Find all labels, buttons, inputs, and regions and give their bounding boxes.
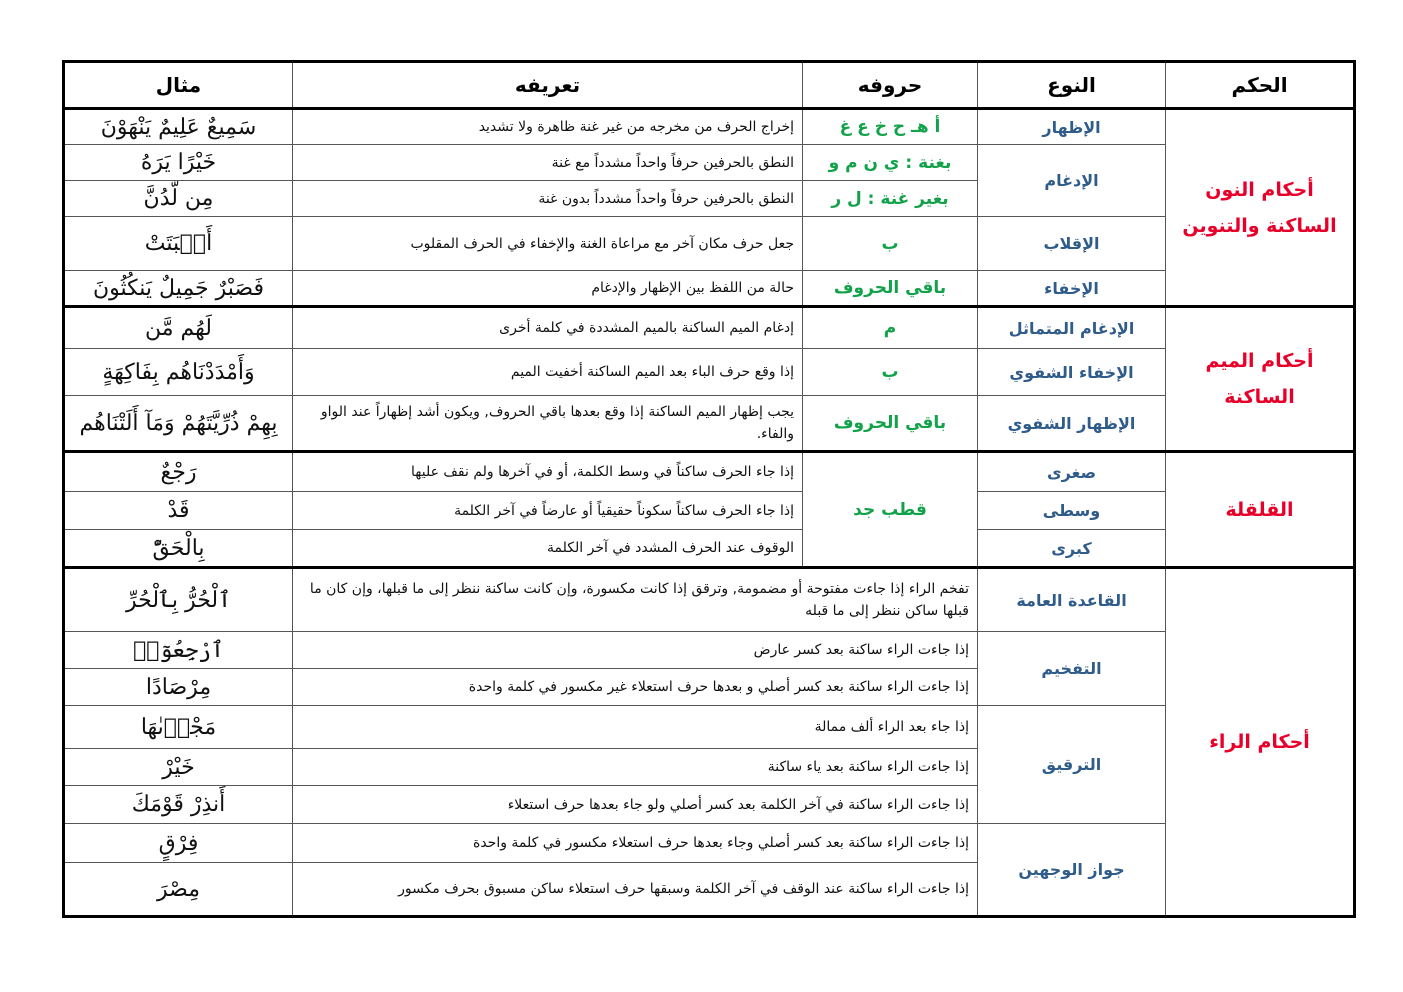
letters-meem-ikhfa: ب [803,349,978,396]
table-row [64,109,1355,145]
def-kubra: الوقوف عند الحرف المشدد في آخر الكلمة [293,530,803,568]
table-row [64,307,1355,349]
def-tafkheem-1: إذا جاءت الراء ساكنة بعد كسر عارض [293,632,978,669]
letters-qalqala: قطب جد [803,452,978,568]
example-tafkheem-2: مِرْصَادًا [64,669,293,706]
def-jawaz-1: إذا جاءت الراء ساكنة بعد كسر أصلي وجاء بعدها حرف استعلاء مكسور في كلمة واحدة [293,824,978,863]
table-row [64,271,1355,307]
type-kubra: كبرى [978,530,1166,568]
def-idgham-ghunna: النطق بالحرفين حرفاً واحداً مشدداً مع غنة [293,145,803,181]
example-tarqeeq-2: خَيْرْ [64,749,293,786]
def-tarqeeq-1: إذا جاء بعد الراء ألف ممالة [293,706,978,749]
def-meem-idgham: إدغام الميم الساكنة بالميم المشددة في كلمة أخرى [293,307,803,349]
header-rule: الحكم [1166,62,1355,109]
table-row [64,396,1355,452]
table-row [64,452,1355,492]
letters-idgham-ghunna: بغنة : ي ن م و [803,145,978,181]
def-izhar: إخراج الحرف من مخرجه من غير غنة ظاهرة ولا تشديد [293,109,803,145]
def-ikhfa: حالة من اللفظ بين الإظهار والإدغام [293,271,803,307]
type-meem-ikhfa: الإخفاء الشفوي [978,349,1166,396]
letters-izhar: أ هـ ح خ ع غ [803,109,978,145]
type-wusta: وسطى [978,492,1166,530]
table-row [64,706,1355,749]
header-type: النوع [978,62,1166,109]
example-meem-izhar: بِهِمْ ذُرِّيَّتَهُمْ وَمَآ أَلَتْنَاهُم [64,396,293,452]
table-row [64,530,1355,568]
def-iqlab: جعل حرف مكان آخر مع مراعاة الغنة والإخفاء في الحرف المقلوب [293,217,803,271]
type-izhar: الإظهار [978,109,1166,145]
rule-meem: أحكام الميم الساكنة [1166,307,1355,452]
table-row [64,824,1355,863]
example-izhar: سَمِيعٌ عَلِيمٌ يَنْهَوْنَ [64,109,293,145]
type-idgham: الإدغام [978,145,1166,217]
def-tarqeeq-3: إذا جاءت الراء ساكنة في آخر الكلمة بعد كسر أصلي ولو جاء بعدها حرف استعلاء [293,786,978,824]
header-definition: تعريفه [293,62,803,109]
table-row [64,349,1355,396]
letters-ikhfa: باقي الحروف [803,271,978,307]
letters-meem-izhar: باقي الحروف [803,396,978,452]
header-example: مثال [64,62,293,109]
example-iqlab: أَنۢبَتَتْ [64,217,293,271]
example-idgham-no-ghunna: مِن لَّدُنَّ [64,181,293,217]
type-iqlab: الإقلاب [978,217,1166,271]
def-tafkheem-2: إذا جاءت الراء ساكنة بعد كسر أصلي و بعدها حرف استعلاء غير مكسور في كلمة واحدة [293,669,978,706]
example-ikhfa: فَصَبْرٌ جَمِيلٌ يَنكُثُونَ [64,271,293,307]
example-meem-idgham: لَهُم مَّن [64,307,293,349]
def-tarqeeq-2: إذا جاءت الراء ساكنة بعد ياء ساكنة [293,749,978,786]
tajweed-table [62,60,1356,918]
def-idgham-no-ghunna: النطق بالحرفين حرفاً واحداً مشدداً بدون غنة [293,181,803,217]
example-sughra: رَجْعٌ [64,452,293,492]
rule-noon: أحكام النون الساكنة والتنوين [1166,109,1355,307]
header-row [64,62,1355,109]
def-jawaz-2: إذا جاءت الراء ساكنة عند الوقف في آخر الكلمة وسبقها حرف استعلاء ساكن مسبوق بحرف مكسور [293,863,978,917]
table-row [64,492,1355,530]
header-letters: حروفه [803,62,978,109]
def-sughra: إذا جاء الحرف ساكناً في وسط الكلمة، أو في آخرها ولم نقف عليها [293,452,803,492]
rule-qalqala: القلقلة [1166,452,1355,568]
type-meem-idgham: الإدغام المتماثل [978,307,1166,349]
example-tarqeeq-3: أَنذِرْ قَوْمَكَ [64,786,293,824]
def-meem-ikhfa: إذا وقع حرف الباء بعد الميم الساكنة أخفيت الميم [293,349,803,396]
example-kubra: بِالْحَقّْ [64,530,293,568]
type-tarqeeq: الترقيق [978,706,1166,824]
type-tafkheem: التفخيم [978,632,1166,706]
example-meem-ikhfa: وَأَمْدَدْنَاهُم بِفَاكِهَةٍ [64,349,293,396]
type-sughra: صغرى [978,452,1166,492]
example-wusta: قَدْ [64,492,293,530]
type-ikhfa: الإخفاء [978,271,1166,307]
table-row [64,568,1355,632]
def-wusta: إذا جاء الحرف ساكناً سكوناً حقيقياً أو عارضاً في آخر الكلمة [293,492,803,530]
table-row [64,632,1355,669]
letters-iqlab: ب [803,217,978,271]
example-tarqeeq-1: مَجْرٜىٰهَا [64,706,293,749]
table-row [64,217,1355,271]
type-jawaz: جواز الوجهين [978,824,1166,917]
example-jawaz-2: مِصْرَ [64,863,293,917]
def-general: تفخم الراء إذا جاءت مفتوحة أو مضمومة, وترقق إذا كانت مكسورة، وإن كانت ساكنة ننظر إلى ما قبلها، وإن كان ما قبلها ساكن ننظر إلى ما قبله [293,568,978,632]
type-general: القاعدة العامة [978,568,1166,632]
letters-idgham-no-ghunna: بغير غنة : ل ر [803,181,978,217]
table-row [64,145,1355,181]
letters-meem-idgham: م [803,307,978,349]
rule-raa: أحكام الراء [1166,568,1355,917]
type-meem-izhar: الإظهار الشفوي [978,396,1166,452]
example-tafkheem-1: ٱرْجِعُوٓا۟ [64,632,293,669]
example-jawaz-1: فِرْقٍ [64,824,293,863]
example-general: ٱلْحُرُّ بِٱلْحُرِّ [64,568,293,632]
def-meem-izhar: يجب إظهار الميم الساكنة إذا وقع بعدها باقي الحروف, ويكون أشد إظهاراً عند الواو والفاء. [293,396,803,452]
example-idgham-ghunna: خَيْرًا يَرَهُ [64,145,293,181]
